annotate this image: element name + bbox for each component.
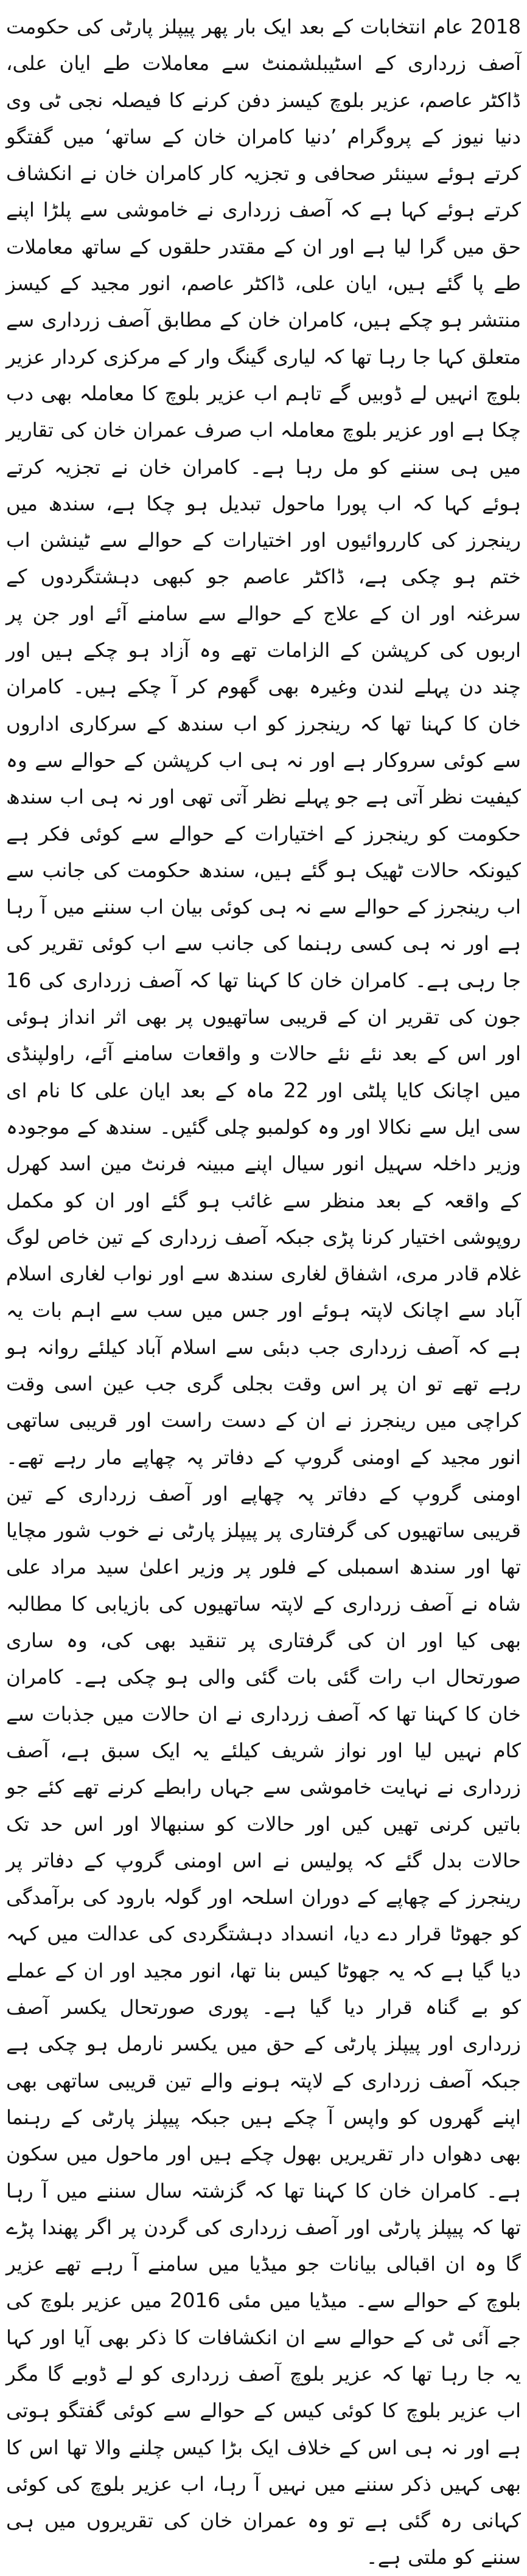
article-body [6,9,521,2576]
article-paragraph: 2018 عام انتخابات کے بعد ایک بار پھر پیپلز پارٹی کی حکومت آصف زرداری کے اسٹیبلشمنٹ سے معاملات طے ایان علی، ڈاکٹر عاصم، عزیر بلوچ کیسز دفن کرنے کا فیصلہ نجی ٹی وی دنیا نیوز کے پروگرام ’دنیا کامران خان کے ساتھ‘ میں گفتگو کرتے ہوئے سینئر صحافی و تجزیہ کار کامران خان نے انکشاف کرتے ہوئے کہا ہے کہ آصف زرداری نے خاموشی سے پلڑا اپنے حق میں گرا لیا ہے اور ان کے مقتدر حلقوں کے ساتھ معاملات طے پا گئے ہیں، ایان علی، ڈاکٹر عاصم، انور مجید کے کیسز منتشر ہو چکے ہیں، کامران خان کے مطابق آصف زرداری سے متعلق کہا جا رہا تھا کہ لیاری گینگ وار کے مرکزی کردار عزیر بلوچ انہیں لے ڈوبیں گے تاہم اب عزیر بلوچ کا معاملہ بھی دب چکا ہے اور عزیر بلوچ معاملہ اب صرف عمران خان کی تقاریر میں ہی سننے کو مل رہا ہے۔ کامران خان نے تجزیہ کرتے ہوئے کہا کہ اب پورا ماحول تبدیل ہو چکا ہے، سندھ میں رینجرز کی کارروائیوں اور اختیارات کے حوالے سے ٹینشن اب ختم ہو چکی ہے، ڈاکٹر عاصم جو کبھی دہشتگردوں کے سرغنہ اور ان کے علاج کے حوالے سے سامنے آئے اور جن پر اربوں کی کرپشن کے الزامات تھے وہ آزاد ہو چکے ہیں اور چند دن پہلے لندن وغیرہ بھی گھوم کر آ چکے ہیں۔ کامران خان کا کہنا تھا کہ رینجرز کو اب سندھ کے سرکاری اداروں سے کوئی سروکار ہے اور نہ ہی اب کرپشن کے حوالے سے وہ کیفیت نظر آتی ہے جو پہلے نظر آتی تھی اور نہ ہی اب سندھ حکومت کو رینجرز کے اختیارات کے حوالے سے کوئی فکر ہے کیونکہ حالات ٹھیک ہو گئے ہیں، سندھ حکومت کی جانب سے اب رینجرز کے حوالے سے نہ ہی کوئی بیان اب سننے میں آ رہا ہے اور نہ ہی کسی رہنما کی جانب سے اب کوئی تقریر کی جا رہی ہے۔ کامران خان کا کہنا تھا کہ آصف زرداری کی 16 جون کی تقریر ان کے قریبی ساتھیوں پر بھی اثر انداز ہوئی اور اس کے بعد نئے نئے حالات و واقعات سامنے آئے، راولپنڈی میں اچانک کایا پلٹی اور 22 ماہ کے بعد ایان علی کا نام ای سی ایل سے نکالا اور وہ کولمبو چلی گئیں۔ سندھ کے موجودہ وزیر داخلہ سہیل انور سیال اپنے مبینہ فرنٹ مین اسد کھرل کے واقعہ کے بعد منظر سے غائب ہو گئے اور ان کو مکمل روپوشی اختیار کرنا پڑی جبکہ آصف زرداری کے تین خاص لوگ غلام قادر مری، اشفاق لغاری سندھ سے اور نواب لغاری اسلام آباد سے اچانک لاپتہ ہوئے اور جس میں سب سے اہم بات یہ ہے کہ آصف زرداری جب دبئی سے اسلام آباد کیلئے روانہ ہو رہے تھے تو ان پر اس وقت بجلی گری جب عین اسی وقت کراچی میں رینجرز نے ان کے دست راست اور قریبی ساتھی انور مجید کے اومنی گروپ کے دفاتر پہ چھاپے مار رہے تھے۔ اومنی گروپ کے دفاتر پہ چھاپے اور آصف زرداری کے تین قریبی ساتھیوں کی گرفتاری پر پیپلز پارٹی نے خوب شور مچایا تھا اور سندھ اسمبلی کے فلور پر وزیر اعلیٰ سید مراد علی شاہ نے آصف زرداری کے لاپتہ ساتھیوں کی بازیابی کا مطالبہ بھی کیا اور ان کی گرفتاری پر تنقید بھی کی، وہ ساری صورتحال اب رات گئی بات گئی والی ہو چکی ہے۔ کامران خان کا کہنا تھا کہ آصف زرداری نے ان حالات میں جذبات سے کام نہیں لیا اور نواز شریف کیلئے یہ ایک سبق ہے، آصف زرداری نے نہایت خاموشی سے جہاں رابطے کرنے تھے کئے جو باتیں کرنی تھیں کیں اور حالات کو سنبھالا اور اس حد تک حالات بدل گئے کہ پولیس نے اس اومنی گروپ کے دفاتر پر رینجرز کے چھاپے کے دوران اسلحہ اور گولہ بارود کی برآمدگی کو جھوٹا قرار دے دیا، انسداد دہشتگردی کی عدالت میں کہہ دیا گیا ہے کہ یہ جھوٹا کیس بنا تھا، انور مجید اور ان کے عملے کو بے گناہ قرار دیا گیا ہے۔ پوری صورتحال یکسر آصف زرداری اور پیپلز پارٹی کے حق میں یکسر نارمل ہو چکی ہے جبکہ آصف زرداری کے لاپتہ ہونے والے تین قریبی ساتھی بھی اپنے گھروں کو واپس آ چکے ہیں جبکہ پیپلز پارٹی کے رہنما بھی دھواں دار تقریریں بھول چکے ہیں اور ماحول میں سکون ہے۔ کامران خان کا کہنا تھا کہ گزشتہ سال سننے میں آ رہا تھا کہ پیپلز پارٹی اور آصف زرداری کی گردن پر اگر پھندا پڑے گا وہ ان اقبالی بیانات جو میڈیا میں سامنے آ رہے تھے عزیر بلوچ کے حوالے سے۔ میڈیا میں مئی 2016 میں عزیر بلوچ کی جے آئی ٹی کے حوالے سے ان انکشافات کا ذکر بھی آیا اور کہا یہ جا رہا تھا کہ عزیر بلوچ آصف زرداری کو لے ڈوبے گا مگر اب عزیر بلوچ کا کوئی کیس کے حوالے سے کوئی گفتگو ہوتی ہے اور نہ ہی اس کے خلاف ایک بڑا کیس چلنے والا تھا اس کا بھی کہیں ذکر سننے میں نہیں آ رہا، اب عزیر بلوچ کی کوئی کہانی رہ گئی ہے تو وہ عمران خان کی تقریروں میں ہی سننے کو ملتی ہے۔ [6,15,521,2569]
